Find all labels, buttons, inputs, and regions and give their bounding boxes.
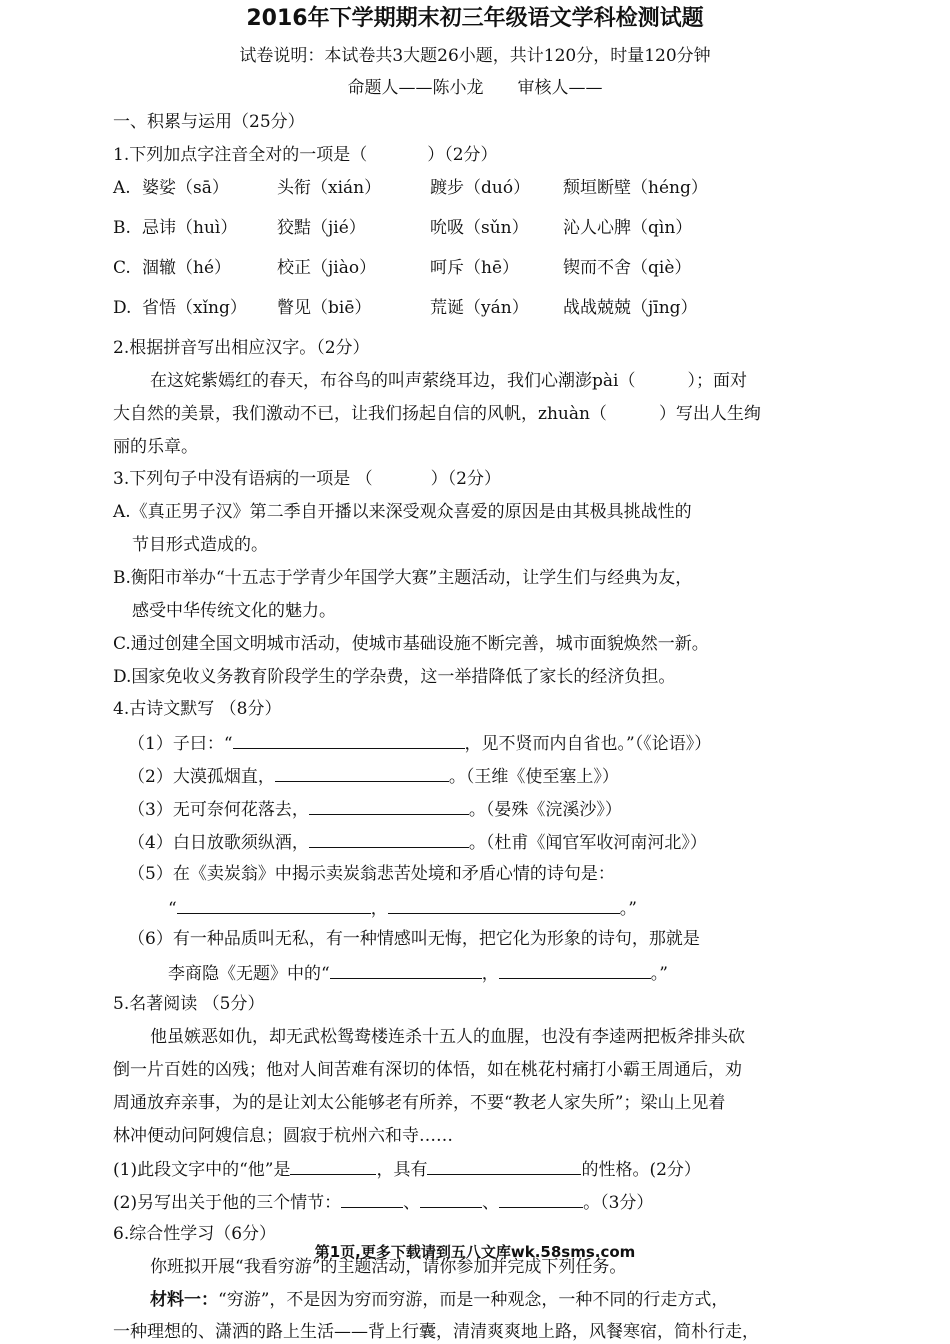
answer-blank[interactable] [275,763,449,782]
q2-stem: 2.根据拼音写出相应汉字。（2分） [113,338,370,358]
answer-blank[interactable] [499,960,651,979]
exam-authors: 命题人——陈小龙 审核人—— [347,78,603,98]
q2-line-3: 丽的乐章。 [113,437,198,457]
answer-blank[interactable] [420,1189,482,1208]
exam-instructions: 试卷说明：本试卷共3大题26小题，共计120分，时量120分钟 [239,46,711,66]
page-footer: 第1页,更多下载请到五八文库wk.58sms.com [314,1243,636,1261]
answer-blank[interactable] [177,895,371,914]
q3-option-d: D.国家免收义务教育阶段学生的学杂费，这一举措降低了家长的经济负担。 [113,667,676,687]
q6-material-1-cont: 一种理想的、潇洒的路上生活——背上行囊，清清爽爽地上路，风餐寒宿，简朴行走， [113,1322,759,1342]
q5-stem: 5.名著阅读 （5分） [113,994,265,1014]
q4-item-6: （6）有一种品质叫无私，有一种情感叫无悔，把它化为形象的诗句，那就是 [128,929,700,949]
q5-passage-line: 林冲便动问阿嫂信息；圆寂于杭州六和寺…… [113,1126,453,1146]
q5-passage-line: 倒一片百姓的凶残；他对人间苦难有深切的体悟，如在桃花村痛打小霸王周通后，劝 [113,1060,742,1080]
q3-option-b: B.衡阳市举办“十五志于学青少年国学大赛”主题活动，让学生们与经典为友， [113,568,693,588]
answer-blank[interactable] [309,829,469,848]
answer-blank[interactable] [330,960,482,979]
q4-item-5: （5）在《卖炭翁》中揭示卖炭翁悲苦处境和矛盾心情的诗句是： [128,864,615,884]
q2-line-1: 在这姹紫嫣红的春天，布谷鸟的叫声萦绕耳边，我们心潮澎pài（ ）；面对 [150,371,747,391]
q5-passage-line: 周通放弃亲事，为的是让刘太公能够老有所养，不要“教老人家失所”；梁山上见着 [113,1093,726,1113]
q3-option-a: A.《真正男子汉》第二季自开播以来深受观众喜爱的原因是由其极具挑战性的 [113,502,692,522]
answer-blank[interactable] [309,796,469,815]
q3-option-b-cont: 感受中华传统文化的魅力。 [132,601,336,621]
q4-item-6-blanks: 李商隐《无题》中的“ ， 。” [168,960,668,986]
q4-item-3: （3）无可奈何花落去， 。（晏殊《浣溪沙》） [128,796,622,822]
q3-option-c: C.通过创建全国文明城市活动，使城市基础设施不断完善，城市面貌焕然一新。 [113,634,709,654]
q4-item-2: （2）大漠孤烟直， 。（王维《使至塞上》） [128,763,619,789]
q2-line-2: 大自然的美景，我们激动不已，让我们扬起自信的风帆，zhuàn（ ）写出人生绚 [113,404,761,424]
q4-item-4: （4）白日放歌须纵酒， 。（杜甫《闻官军收河南河北》） [128,829,707,855]
q6-stem: 6.综合性学习（6分） [113,1224,277,1244]
q6-material-1: 材料一：“穷游”，不是因为穷而穷游，而是一种观念，一种不同的行走方式， [150,1290,729,1310]
q3-option-a-cont: 节目形式造成的。 [132,535,268,555]
q4-stem: 4.古诗文默写 （8分） [113,699,282,719]
section-heading: 一、积累与运用（25分） [113,112,305,132]
q6-intro: 你班拟开展“我看穷游”的主题活动，请你参加并完成下列任务。 [150,1257,627,1277]
answer-blank[interactable] [388,895,620,914]
q4-item-5-blanks: “ ， 。” [168,895,637,921]
q5-passage-line: 他虽嫉恶如仇，却无武松鸳鸯楼连杀十五人的血腥，也没有李逵两把板斧排头砍 [150,1027,745,1047]
page-title: 2016年下学期期末初三年级语文学科检测试题 [246,6,704,31]
q4-item-1: （1）子曰：“ ，见不贤而内自省也。”（《论语》） [128,730,711,756]
answer-blank[interactable] [290,1156,376,1175]
exam-page: 2016年下学期期末初三年级语文学科检测试题 试卷说明：本试卷共3大题26小题，共计120分，时量120分钟 命题人——陈小龙 审核人—— 一、积累与运用（25分） 1.下列加点字注音全对的一项是（ ）（2分） A. 婆娑（sā） 头衔（xián） 踱步（duó） 颓垣断壁（héng） B. 忌讳（huì） 狡黠（jié） 吮吸（sǔn） 沁人心脾（qìn） C. 涸辙（hé） 校正（jiào） 呵斥（hē） 锲而不舍（qiè） D. 省悟（xǐng） 瞥见（biē） 荒诞（yán） 战战兢兢（jīng） 2.根据拼音写出相应汉字。（2分） 在这姹紫嫣红的春天，布谷鸟的叫声萦绕耳边，我们心潮澎pài（ ）；面对 大自然的美景，我们激动不已，让我们扬起自信的风帆，zhuàn（ ）写出人生绚 丽的乐章。 3.下列句子中没有语病的一项是 （ ）（2分） A.《真正男子汉》第二季自开播以来深受观众喜爱的原因是由其极具挑战性的 节目形式造成的。 B.衡阳市举办“十五志于学青少年国学大赛”主题活动，让学生们与经典为友， 感受中华传统文化的魅力。 C.通过创建全国文明城市活动，使城市基础设施不断完善，城市面貌焕然一新。 D.国家免收义务教育阶段学生的学杂费，这一举措降低了家长的经济负担。 4.古诗文默写 （8分） （1）子曰：“ ，见不贤而内自省也。”（《论语》） （2）大漠孤烟直， 。（王维《使至塞上》） （3）无可奈何花落去， 。（晏殊《浣溪沙》） （4）白日放歌须纵酒， 。（杜甫《闻官军收河南河北》） （5）在《卖炭翁》中揭示卖炭翁悲苦处境和矛盾心情的诗句是： “ ， 。” （6）有一种品质叫无私，有一种情感叫无悔，把它化为形象的诗句，那就是 李商隐《无题》中的“ ， 。” 5.名著阅读 （5分） 他虽嫉恶如仇，却无武松鸳鸯楼连杀十五人的血腥，也没有李逵两把板斧排头砍 倒一片百姓的凶残；他对人间苦难有深切的体悟，如在桃花村痛打小霸王周通后，劝 周通放弃亲事，为的是让刘太公能够老有所养，不要“教老人家失所”；梁山上见着 林冲便动问阿嫂信息；圆寂于杭州六和寺…… (1)此段文字中的“他”是 ，具有 的性格。(2分） (2)另写出关于他的三个情节： 、 、 。（3分） 6.综合性学习（6分） 第1页,更多下载请到五八文库wk.58sms.com 你班拟开展“我看穷游”的主题活动，请你参加并完成下列任务。 材料一：“穷游”，不是因为穷而穷游，而是一种观念，一种不同的行走方式， 一种理想的、潇洒的路上生活——背上行囊，清清爽爽地上路，风餐寒宿，简朴行走， [0,0,950,1344]
answer-blank[interactable] [499,1189,583,1208]
answer-blank[interactable] [233,730,465,749]
answer-blank[interactable] [341,1189,403,1208]
answer-blank[interactable] [427,1156,581,1175]
q5-subquestion-1: (1)此段文字中的“他”是 ，具有 的性格。(2分） [113,1156,701,1182]
q1-stem: 1.下列加点字注音全对的一项是（ ）（2分） [113,145,498,165]
q3-stem: 3.下列句子中没有语病的一项是 （ ）（2分） [113,469,501,489]
q5-subquestion-2: (2)另写出关于他的三个情节： 、 、 。（3分） [113,1189,653,1215]
